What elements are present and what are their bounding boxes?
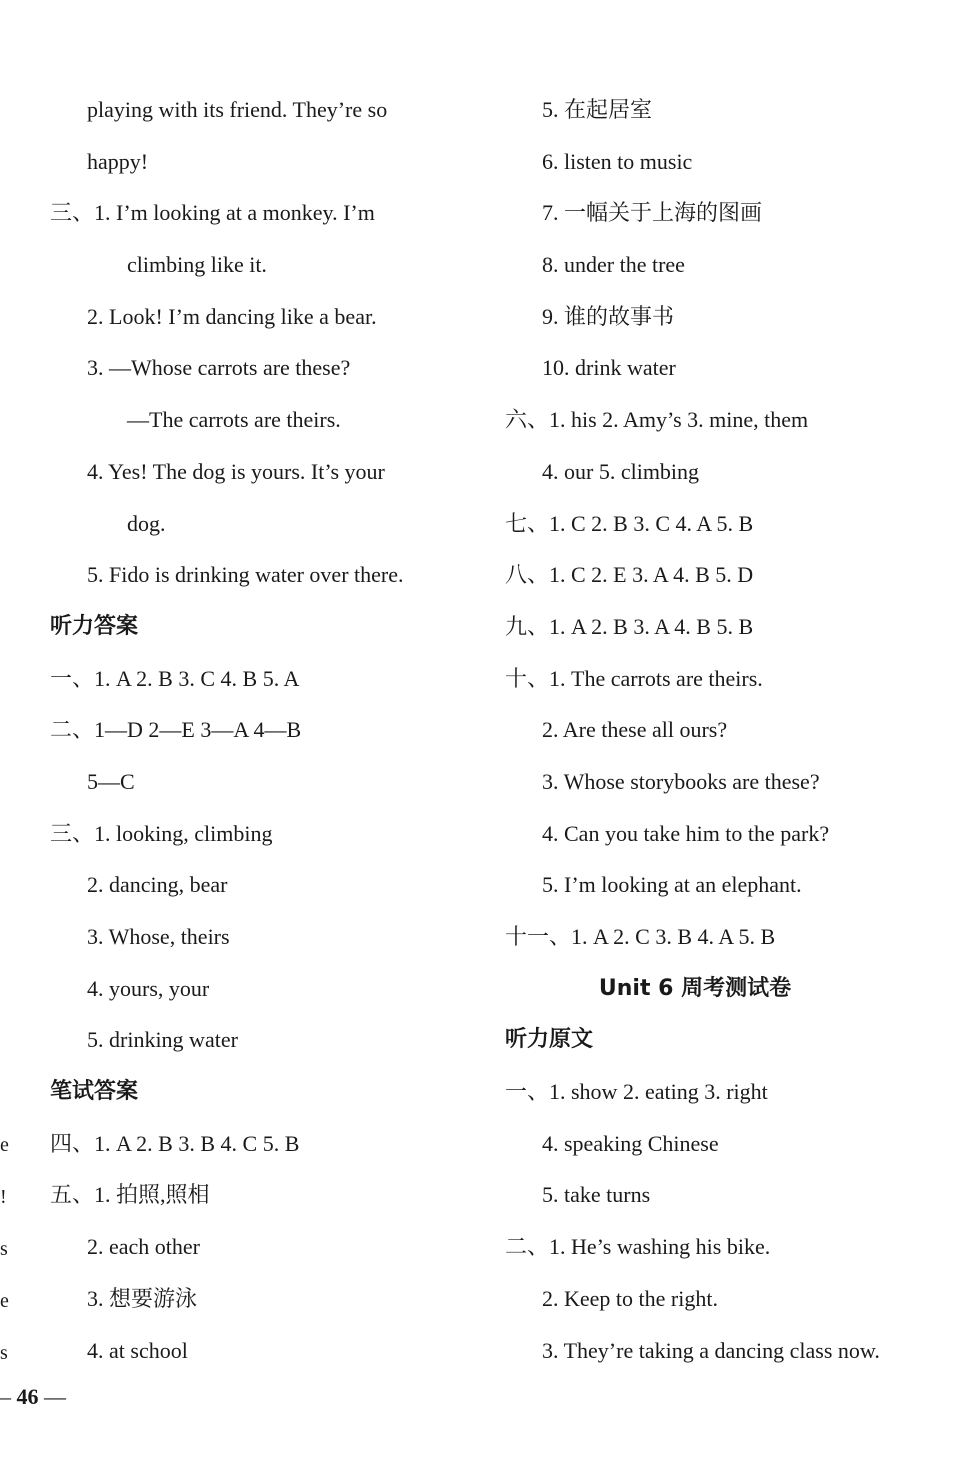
answer-line: 十一、1. A 2. C 3. B 4. A 5. B (505, 924, 776, 949)
answer-line: 5. 在起居室 (542, 97, 653, 122)
answer-line: 四、1. A 2. B 3. B 4. C 5. B (50, 1130, 300, 1156)
answer-line: 5. drinking water (87, 1027, 238, 1053)
answer-line: 9. 谁的故事书 (542, 303, 675, 329)
section-heading: 听力答案 (50, 613, 139, 639)
answer-line: happy! (87, 148, 149, 174)
page-number: 46 (16, 1384, 39, 1409)
answer-line: climbing like it. (127, 252, 267, 278)
answer-line: 4. speaking Chinese (542, 1130, 719, 1156)
answer-line: 二、1. He’s washing his bike. (505, 1234, 771, 1260)
answer-line: 3. Whose storybooks are these? (542, 768, 820, 794)
answer-line: 4. Can you take him to the park? (542, 820, 830, 846)
section-heading: 笔试答案 (50, 1079, 139, 1105)
right-column (505, 84, 925, 1376)
answer-line: 2. each other (87, 1234, 200, 1260)
answer-line: 2. Are these all ours? (542, 717, 728, 743)
answer-line: 3. 想要游泳 (87, 1285, 198, 1311)
answer-line: 十、1. The carrots are theirs. (505, 665, 763, 691)
answer-line: —The carrots are theirs. (127, 407, 341, 433)
edge-fragment: ! (0, 1186, 7, 1208)
page-footer (0, 1384, 66, 1410)
answer-line: 一、1. A 2. B 3. C 4. B 5. A (50, 665, 300, 691)
answer-line: 2. Keep to the right. (542, 1285, 718, 1311)
footer-trail: — (44, 1384, 66, 1409)
answer-line: 4. yours, your (87, 975, 210, 1001)
answer-line: 3. —Whose carrots are these? (87, 355, 351, 381)
answer-line: 3. Whose, theirs (87, 924, 230, 949)
answer-line: 三、1. looking, climbing (50, 820, 273, 846)
answer-line: 5. Fido is drinking water over there. (87, 562, 404, 588)
edge-fragment: e (0, 1134, 9, 1156)
answer-line: 4. at school (87, 1337, 188, 1363)
answer-line: 五、1. 拍照,照相 (50, 1182, 210, 1208)
answer-line: 二、1—D 2—E 3—A 4—B (50, 717, 302, 743)
section-heading: 听力原文 (505, 1027, 594, 1053)
answer-line: 5—C (87, 768, 135, 794)
answer-line: 8. under the tree (542, 252, 685, 278)
answer-line: 5. take turns (542, 1182, 651, 1208)
answer-line: 八、1. C 2. E 3. A 4. B 5. D (505, 562, 754, 588)
answer-line: 2. Look! I’m dancing like a bear. (87, 303, 377, 329)
answer-line: 7. 一幅关于上海的图画 (542, 200, 763, 226)
answer-line: 4. Yes! The dog is yours. It’s your (87, 458, 385, 484)
edge-fragment: s (0, 1342, 8, 1364)
answer-line: 5. I’m looking at an elephant. (542, 872, 802, 898)
answer-line: 七、1. C 2. B 3. C 4. A 5. B (505, 510, 754, 536)
footer-dash: – (0, 1384, 11, 1409)
answer-line: 九、1. A 2. B 3. A 4. B 5. B (505, 613, 754, 639)
unit-title: Unit 6 周考测试卷 (598, 975, 792, 1001)
edge-fragment: s (0, 1238, 8, 1260)
answer-line: playing with its friend. They’re so (87, 97, 388, 122)
answer-line: 10. drink water (542, 355, 676, 381)
answer-line: 4. our 5. climbing (542, 458, 700, 484)
edge-fragment: e (0, 1290, 9, 1312)
answer-line: 一、1. show 2. eating 3. right (505, 1079, 768, 1105)
answer-line: 2. dancing, bear (87, 872, 228, 898)
answer-line: 3. They’re taking a dancing class now. (542, 1337, 880, 1363)
answer-line: 六、1. his 2. Amy’s 3. mine, them (505, 407, 809, 433)
answer-line: 三、1. I’m looking at a monkey. I’m (50, 200, 375, 226)
left-column (50, 84, 460, 1376)
answer-line: dog. (127, 510, 166, 536)
answer-line: 6. listen to music (542, 148, 693, 174)
